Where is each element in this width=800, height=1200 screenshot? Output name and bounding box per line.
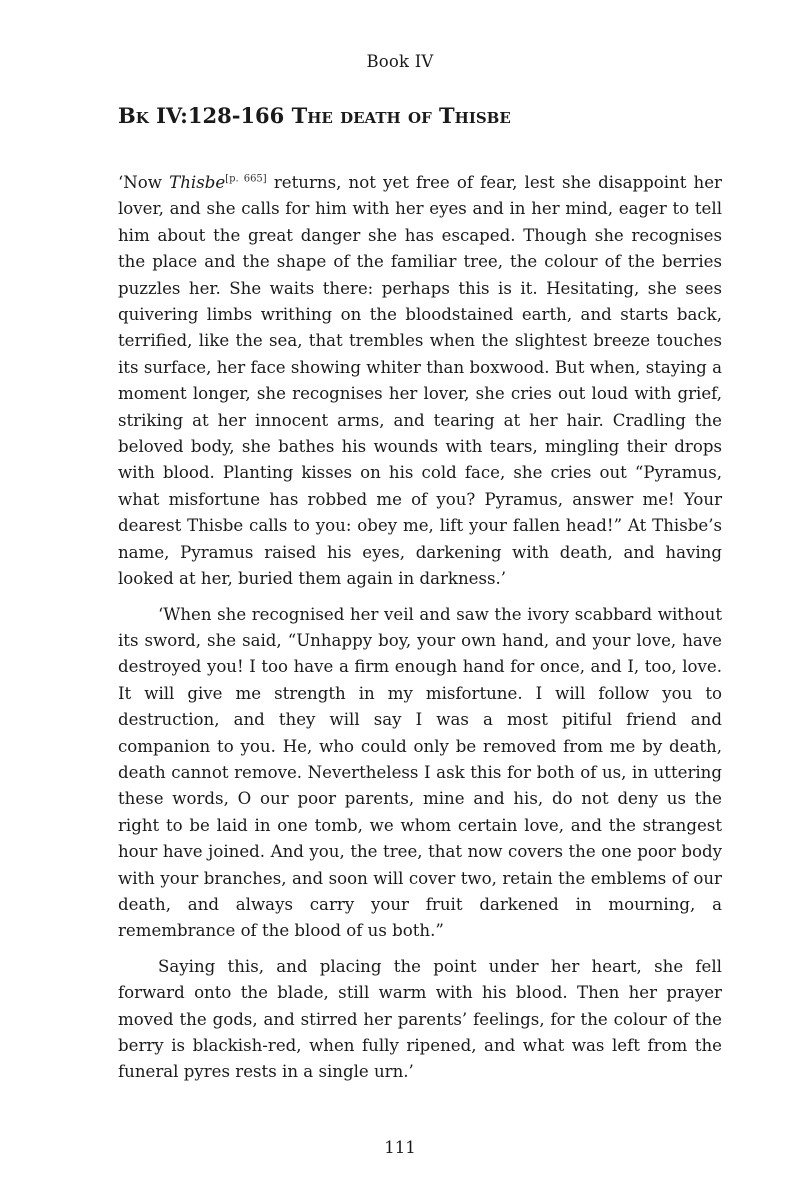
paragraph-1	[118, 170, 722, 593]
running-head: Book IV	[366, 52, 434, 71]
body-text	[118, 170, 722, 1086]
section-reference: Bk IV:128-166	[118, 103, 285, 128]
paragraph-2: ‘When she recognised her veil and saw the ivory scabbard without its sword, she said, “Unhappy boy, your own hand, and your love, have destroyed you! I too have a firm enough hand for once, and I, too, love. It will give me strength in my misfortune. I will follow you to destruction, and they will say I was a most pitiful friend and companion to you. He, who could only be removed from me by death, death cannot remove. Nevertheless I ask this for both of us, in uttering these words, O our poor parents, mine and his, do not deny us the right to be laid in one tomb, we whom certain love, and the strangest hour have joined. And you, the tree, that now covers the one poor body with your branches, and soon will cover two, retain the emblems of our death, and always carry your fruit darkened in mourning, a remembrance of the blood of us both.”	[118, 604, 722, 941]
page-reference: [p. 665]	[225, 173, 267, 185]
section-title	[118, 102, 718, 130]
paragraph-1-text: returns, not yet free of fear, lest she disappoint her lover, and she calls for him with her eyes and in her mind, eager to tell him about the great danger she has escaped. Though she recognises the place and the shape of the familiar tree, the colour of the berries puzzles her. She waits there: perhaps this is it. Hesitating, she sees quivering limbs writhing on the bloodstained earth, and starts back, terrified, like the sea, that trembles when the slightest breeze touches its surface, her face showing whiter than boxwood. But when, staying a moment longer, she recognises her lover, she cries out loud with grief, striking at her innocent arms, and tearing at her hair. Cradling the beloved body, she bathes his wounds with tears, mingling their drops with blood. Planting kisses on his cold face, she cries out “Pyramus, what misfortune has robbed me of you? Pyramus, answer me! Your dearest Thisbe calls to you: obey me, lift your fallen head!” At Thisbe’s name, Pyramus raised his eyes, darkening with death, and having looked at her, buried them again in darkness.’	[118, 173, 722, 589]
paragraph-3: Saying this, and placing the point under her heart, she fell forward onto the blade, still warm with his blood. Then her prayer moved the gods, and stirred her parents’ feelings, for the colour of the berry is blackish-red, when fully ripened, and what was left from the funeral pyres rests in a single urn.’	[118, 956, 722, 1082]
paragraph-1-name: Thisbe	[169, 173, 226, 192]
page-number: 111	[384, 1138, 416, 1157]
section-heading: The death of Thisbe	[291, 103, 511, 128]
paragraph-1-open-quote: ‘Now	[118, 173, 170, 192]
